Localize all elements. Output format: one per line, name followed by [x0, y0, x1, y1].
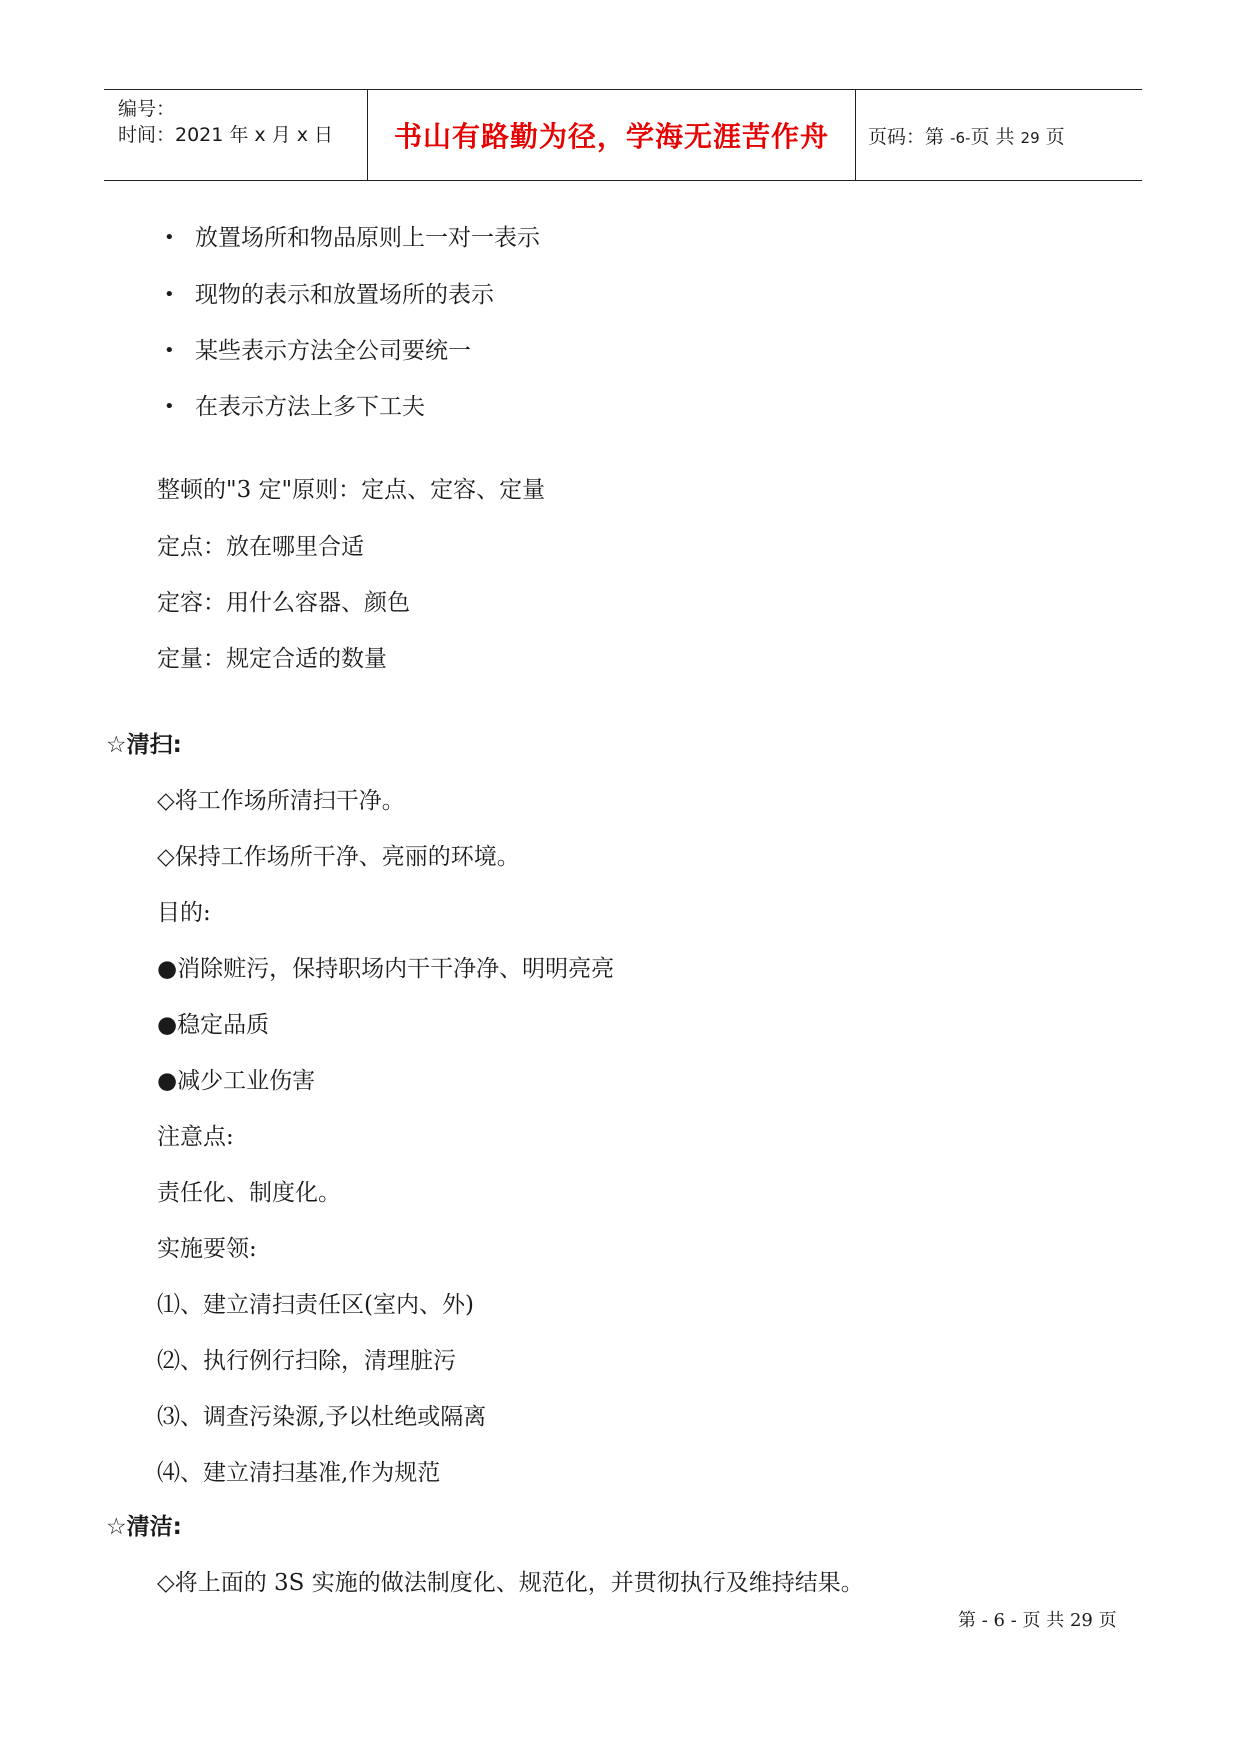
document-number-label: 编号：: [118, 98, 176, 120]
sweep-line: ●消除赃污，保持职场内干干净净、明明亮亮: [157, 956, 615, 982]
bullet-dot: •: [164, 340, 175, 361]
sweep-line: ⑷、建立清扫基准,作为规范: [157, 1460, 441, 1486]
clean-heading: ☆清洁:: [106, 1514, 182, 1540]
motto-text: 书山有路勤为径，学海无涯苦作舟: [393, 120, 829, 153]
document-time-label: 时间：2021 年 x 月 x 日: [118, 124, 334, 146]
bullet-dot: •: [164, 227, 175, 248]
sweep-line: 实施要领:: [157, 1236, 257, 1262]
header-page-info: [868, 122, 1065, 149]
bullet-dot: •: [164, 284, 175, 305]
sweep-line: ⑴、建立清扫责任区(室内、外): [157, 1292, 474, 1318]
three-fix-item: 定点：放在哪里合适: [157, 534, 364, 560]
sweep-line: ●稳定品质: [157, 1012, 270, 1038]
page-total: 29: [1020, 128, 1040, 147]
sweep-line: ●减少工业伤害: [157, 1068, 316, 1094]
sweep-heading: ☆清扫:: [106, 732, 182, 758]
page-footer: 第 - 6 - 页 共 29 页: [958, 1610, 1117, 1631]
sweep-line: ⑵、执行例行扫除，清理脏污: [157, 1348, 456, 1374]
sweep-line: ⑶、调查污染源,予以杜绝或隔离: [157, 1404, 487, 1430]
header-meta-cell: [104, 90, 368, 180]
three-fix-item: 定量：规定合适的数量: [157, 646, 387, 672]
sweep-line: 注意点:: [157, 1124, 234, 1150]
sweep-line: 责任化、制度化。: [157, 1180, 341, 1206]
header-motto-cell: [368, 90, 856, 180]
header-page-cell: [856, 90, 1142, 180]
bullet-dot: •: [164, 396, 175, 417]
clean-line: ◇将上面的 3S 实施的做法制度化、规范化，并贯彻执行及维持结果。: [157, 1570, 864, 1596]
page-separator: 页 共: [970, 125, 1015, 148]
three-fix-title: 整顿的"3 定"原则：定点、定容、定量: [157, 477, 546, 503]
page-current: -6-: [950, 128, 971, 147]
page-label: 页码：第: [868, 125, 945, 148]
list-item: 某些表示方法全公司要统一: [195, 338, 471, 364]
list-item: 放置场所和物品原则上一对一表示: [195, 225, 540, 251]
page-suffix: 页: [1045, 125, 1065, 148]
list-item: 在表示方法上多下工夫: [195, 394, 425, 420]
sweep-line: ◇将工作场所清扫干净。: [157, 788, 405, 814]
three-fix-item: 定容：用什么容器、颜色: [157, 590, 410, 616]
sweep-line: 目的:: [157, 900, 211, 926]
sweep-line: ◇保持工作场所干净、亮丽的环境。: [157, 844, 520, 870]
list-item: 现物的表示和放置场所的表示: [195, 282, 494, 308]
page-header: [104, 89, 1142, 181]
